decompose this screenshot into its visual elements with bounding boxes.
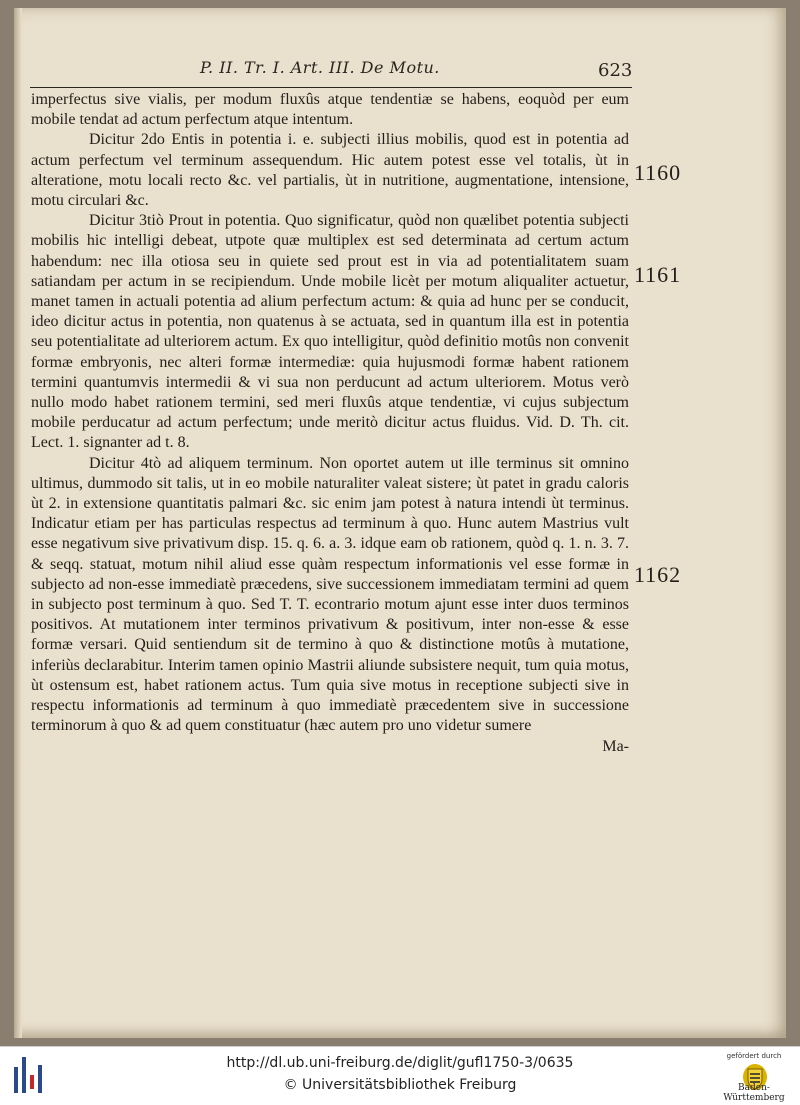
sponsor-label: gefördert durch xyxy=(726,1052,782,1060)
sponsor-name: Baden-Württemberg xyxy=(723,1083,785,1103)
permalink-url[interactable]: http://dl.ub.uni-freiburg.de/diglit/gufl1750-3/0635 xyxy=(226,1055,574,1071)
sponsor-badge xyxy=(712,1051,796,1103)
margin-number: 1162 xyxy=(634,562,682,587)
margin-number: 1161 xyxy=(634,262,682,287)
paragraph: imperfectus sive vialis, per modum fluxûs atque tendentiæ se habens, eoquòd per eum mobile tendat ad actum perfectum atque intentum. xyxy=(31,91,629,129)
paragraph: Dicitur 3tiò Prout in potentia. Quo significatur, quòd non quælibet potentia subjecti mobilis hic intelligi debeat, utpote quæ multiplex est sed determinata ad certum actum habendum: nec illa otiosa seu in quiete sed prout est in via ad potentialitatem suam satiandam per actum in se recipiendum. Unde mobile licèt per motum aliqualiter actuetur, manet tamen in actuali potentia ad alium perfectum actum: & quia ad hunc per se conducit, ideo dicitur actus in potentia, non quatenus à se actuata, sed in quantum illa est in potentia seu potentialitate ad ulteriorem actum. Ex quo intelligitur, quòd definitio motûs non convenit formæ embryonis, nec alteri formæ intermediæ: quia hujusmodi formæ habent rationem termini quantumvis intermedii & vi sua non perducunt ad actum ulteriorem. Motus verò nullo modo habet rationem termini, sed meri fluxûs atque tendentiæ, vi cujus subjectum mobile perducatur ad actum perfectum; unde meritò dicitur actus fluidus. Vid. D. Th. cit. Lect. 1. signanter ad t. 8. xyxy=(31,212,629,452)
page-gutter-shadow xyxy=(14,8,22,1038)
body-text xyxy=(31,90,629,757)
running-head: P. II. Tr. I. Art. III. De Motu. xyxy=(200,58,440,77)
header-rule xyxy=(30,87,632,88)
paragraph: Dicitur 4tò ad aliquem terminum. Non oportet autem ut ille terminus sit omnino ultimus, dummodo sit talis, ut in eo mobile naturaliter valeat sistere; ùt patet in gradu caloris ùt 2. in extensione quantitatis palmari &c. sic enim jam potest à natura intendi ùt terminus. Indicatur etiam per has particulas respectus ad terminum à quo. Hunc autem Mastrius vult esse negativum sive privativum disp. 15. q. 6. a. 3. idque eam ob rationem, quòd q. 1. n. 3. 7. & seqq. statuat, motum nihil aliud esse quàm respectum informationis vel esse formæ in subjecto ad non-esse immediatè præcedens, sive successionem immediatam termini ad quem in subjecto post terminum à quo. Sed T. T. econtrario motum ajunt esse inter duos terminos positivos. At mutationem inter terminos privativum & positivum, inter non-esse & esse formæ versari. Quid sentiendum sit de termino à quo & distinctione motûs à mutatione, inferiùs declarabitur. Interim tamen opinio Mastrii aliunde subsistere nequit, tum quia motus, ùt ostensum est, habet rationem actus. Tum quia sive motus in receptione subjecti sive in respectu informationis ad terminum à quo immediatè præcedentem sive in successione terminorum à quo & ad quem constituatur (hæc autem pro uno videtur sumere xyxy=(31,454,629,735)
catchword: Ma- xyxy=(602,737,629,755)
page-number: 623 xyxy=(598,60,633,81)
paragraph: Dicitur 2do Entis in potentia i. e. subjecti illius mobilis, quod est in potentia ad actum perfectum vel terminum assequendum. Hic autem potest esse vel totalis, ùt in alteratione, motu locali recto &c. vel partialis, ùt in nutritione, augmentatione, intensione, motu circulari &c. xyxy=(31,131,629,210)
copyright-notice: © Universitätsbibliothek Freiburg xyxy=(283,1077,517,1093)
margin-number: 1160 xyxy=(634,160,682,185)
viewer-footer xyxy=(0,1046,800,1105)
